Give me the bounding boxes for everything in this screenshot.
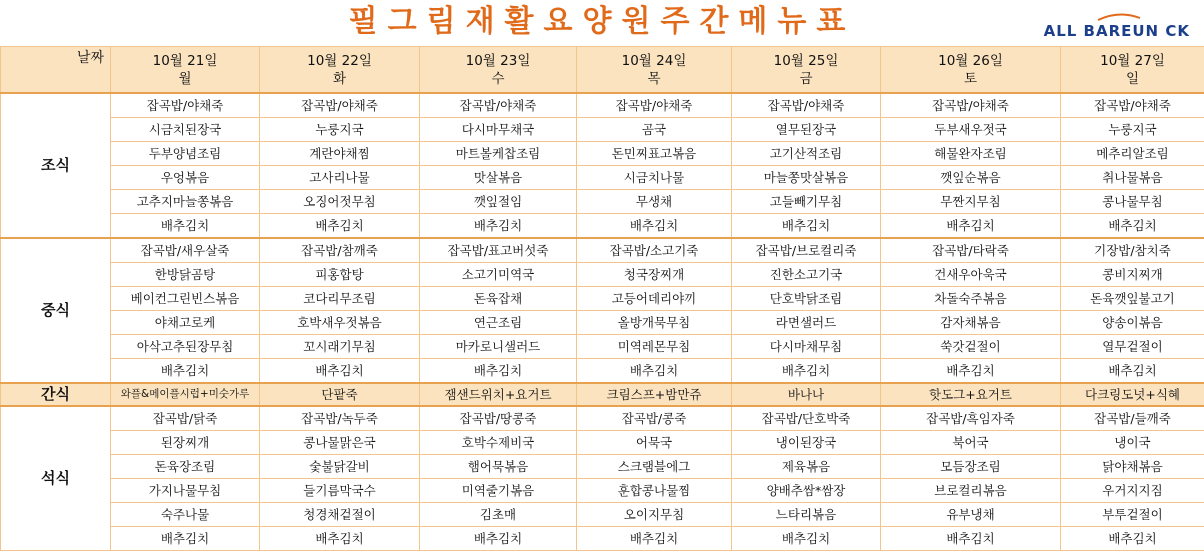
day-weekday: 수 <box>491 70 505 87</box>
menu-item: 잡곡밥/흑임자죽 <box>881 406 1061 431</box>
menu-item: 돈육잡채 <box>420 287 577 311</box>
day-date: 10월 22일 <box>307 52 372 69</box>
dinner-label: 석식 <box>1 406 111 551</box>
date-label: 날짜 <box>1 47 111 94</box>
day-header <box>1061 47 1204 94</box>
menu-item: 메추리알조림 <box>1061 142 1204 166</box>
menu-item: 베이컨그린빈스볶음 <box>111 287 260 311</box>
menu-item: 잡곡밥/야채죽 <box>420 93 577 118</box>
menu-item: 양배추쌈*쌈장 <box>732 479 881 503</box>
menu-item: 열무겉절이 <box>1061 335 1204 359</box>
menu-item: 잡곡밥/타락죽 <box>881 238 1061 263</box>
menu-item: 북어국 <box>881 431 1061 455</box>
menu-item: 잡곡밥/야채죽 <box>577 93 732 118</box>
day-weekday: 토 <box>963 70 978 87</box>
menu-item: 양송이볶음 <box>1061 311 1204 335</box>
logo-text: ALL BAREUN <box>1043 22 1160 40</box>
menu-item: 미역레몬무침 <box>577 335 732 359</box>
menu-item: 모듬장조림 <box>881 455 1061 479</box>
menu-item: 배추김치 <box>577 359 732 384</box>
menu-item: 청경채겉절이 <box>260 503 420 527</box>
menu-item: 배추김치 <box>420 527 577 551</box>
lunch-row <box>1 263 1204 287</box>
menu-item: 시금치된장국 <box>111 118 260 142</box>
menu-item: 연근조림 <box>420 311 577 335</box>
menu-item: 가지나물무침 <box>111 479 260 503</box>
menu-item: 곰국 <box>577 118 732 142</box>
day-date: 10월 26일 <box>938 52 1003 69</box>
menu-item: 우엉볶음 <box>111 166 260 190</box>
menu-item: 단호박닭조림 <box>732 287 881 311</box>
dinner-row <box>1 527 1204 551</box>
lunch-row <box>1 238 1204 263</box>
menu-item: 배추김치 <box>732 214 881 239</box>
menu-item: 들기름막국수 <box>260 479 420 503</box>
day-date: 10월 23일 <box>465 52 531 69</box>
snack-item: 핫도그+요거트 <box>881 383 1061 406</box>
breakfast-row <box>1 190 1204 214</box>
logo-suffix: CK <box>1165 22 1190 40</box>
menu-item: 콩비지찌개 <box>1061 263 1204 287</box>
menu-item: 숯불닭갈비 <box>260 455 420 479</box>
day-header <box>577 47 732 94</box>
breakfast-row <box>1 214 1204 239</box>
menu-item: 오이지무침 <box>577 503 732 527</box>
menu-item: 김초매 <box>420 503 577 527</box>
snack-item: 단팥죽 <box>260 383 420 406</box>
menu-item: 잡곡밥/참깨죽 <box>260 238 420 263</box>
menu-item: 꼬시래기무침 <box>260 335 420 359</box>
menu-item: 깻잎절임 <box>420 190 577 214</box>
menu-item: 잡곡밥/콩죽 <box>577 406 732 431</box>
menu-item: 냉이된장국 <box>732 431 881 455</box>
menu-item: 배추김치 <box>111 527 260 551</box>
snack-item: 다크링도넛+식혜 <box>1061 383 1204 406</box>
menu-item: 코다리무조림 <box>260 287 420 311</box>
menu-item: 호박새우젓볶음 <box>260 311 420 335</box>
menu-item: 피홍합탕 <box>260 263 420 287</box>
header-row <box>1 47 1204 94</box>
menu-item: 배추김치 <box>1061 527 1204 551</box>
menu-item: 배추김치 <box>1061 214 1204 239</box>
day-header <box>111 47 260 94</box>
menu-item: 느타리볶음 <box>732 503 881 527</box>
menu-item: 숙주나물 <box>111 503 260 527</box>
menu-item: 배추김치 <box>881 527 1061 551</box>
menu-item: 된장찌개 <box>111 431 260 455</box>
menu-item: 배추김치 <box>260 359 420 384</box>
menu-item: 누룽지국 <box>1061 118 1204 142</box>
day-weekday: 일 <box>1125 70 1140 87</box>
snack-label: 간식 <box>1 383 111 406</box>
menu-item: 계란야채찜 <box>260 142 420 166</box>
menu-item: 고기산적조림 <box>732 142 881 166</box>
menu-item: 잡곡밥/야채죽 <box>111 93 260 118</box>
menu-item: 고들빼기무침 <box>732 190 881 214</box>
day-weekday: 목 <box>647 70 661 87</box>
menu-item: 잡곡밥/땅콩죽 <box>420 406 577 431</box>
breakfast-row <box>1 118 1204 142</box>
menu-item: 돈육장조림 <box>111 455 260 479</box>
menu-item: 소고기미역국 <box>420 263 577 287</box>
menu-item: 맛살볶음 <box>420 166 577 190</box>
menu-item: 스크램블에그 <box>577 455 732 479</box>
menu-item: 콩나물맑은국 <box>260 431 420 455</box>
menu-item: 잡곡밥/새우살죽 <box>111 238 260 263</box>
menu-item: 다시마무채국 <box>420 118 577 142</box>
menu-item: 고등어데리야끼 <box>577 287 732 311</box>
day-weekday: 월 <box>178 70 192 87</box>
menu-item: 아삭고추된장무침 <box>111 335 260 359</box>
menu-item: 다시마채무침 <box>732 335 881 359</box>
menu-item: 냉이국 <box>1061 431 1204 455</box>
dinner-row <box>1 479 1204 503</box>
logo-swoosh-icon <box>1096 12 1142 22</box>
menu-item: 잡곡밥/야채죽 <box>260 93 420 118</box>
menu-item: 돈육깻잎불고기 <box>1061 287 1204 311</box>
menu-item: 배추김치 <box>111 214 260 239</box>
breakfast-row <box>1 166 1204 190</box>
lunch-row <box>1 335 1204 359</box>
lunch-row <box>1 311 1204 335</box>
lunch-row <box>1 287 1204 311</box>
day-date: 10월 24일 <box>621 52 687 69</box>
menu-item: 배추김치 <box>732 359 881 384</box>
brand-logo <box>1044 22 1190 40</box>
menu-item: 두부양념조림 <box>111 142 260 166</box>
menu-item: 해물완자조림 <box>881 142 1061 166</box>
menu-item: 배추김치 <box>420 214 577 239</box>
dinner-row <box>1 455 1204 479</box>
menu-item: 쑥갓겉절이 <box>881 335 1061 359</box>
dinner-row <box>1 431 1204 455</box>
weekly-menu-table <box>0 46 1204 551</box>
day-date: 10월 25일 <box>773 52 839 69</box>
menu-item: 훈합콩나물찜 <box>577 479 732 503</box>
menu-item: 열무된장국 <box>732 118 881 142</box>
menu-item: 라면샐러드 <box>732 311 881 335</box>
menu-item: 고추지마늘쫑볶음 <box>111 190 260 214</box>
menu-item: 잡곡밥/야채죽 <box>881 93 1061 118</box>
menu-item: 마카로니샐러드 <box>420 335 577 359</box>
menu-item: 잡곡밥/야채죽 <box>732 93 881 118</box>
menu-item: 우거지지짐 <box>1061 479 1204 503</box>
menu-item: 오징어젓무침 <box>260 190 420 214</box>
day-weekday: 화 <box>332 70 347 87</box>
lunch-label: 중식 <box>1 238 111 383</box>
menu-item: 미역줄기볶음 <box>420 479 577 503</box>
menu-item: 청국장찌개 <box>577 263 732 287</box>
menu-item: 한방닭곰탕 <box>111 263 260 287</box>
menu-item: 부투겉절이 <box>1061 503 1204 527</box>
menu-item: 마늘쫑맛살볶음 <box>732 166 881 190</box>
day-header <box>420 47 577 94</box>
menu-item: 잡곡밥/표고버섯죽 <box>420 238 577 263</box>
menu-item: 누룽지국 <box>260 118 420 142</box>
menu-item: 닭야채볶음 <box>1061 455 1204 479</box>
menu-item: 잡곡밥/들깨죽 <box>1061 406 1204 431</box>
breakfast-row <box>1 142 1204 166</box>
breakfast-label: 조식 <box>1 93 111 238</box>
menu-item: 진한소고기국 <box>732 263 881 287</box>
snack-item: 와플&메이플시럽+미숫가루 <box>111 383 260 406</box>
menu-item: 브로컬리볶음 <box>881 479 1061 503</box>
menu-item: 어묵국 <box>577 431 732 455</box>
menu-item: 잡곡밥/소고기죽 <box>577 238 732 263</box>
menu-item: 야채고로케 <box>111 311 260 335</box>
dinner-row <box>1 503 1204 527</box>
menu-item: 잡곡밥/녹두죽 <box>260 406 420 431</box>
day-header <box>732 47 881 94</box>
lunch-row <box>1 359 1204 384</box>
menu-item: 기장밥/참치죽 <box>1061 238 1204 263</box>
menu-item: 배추김치 <box>260 214 420 239</box>
menu-item: 유부냉채 <box>881 503 1061 527</box>
breakfast-row <box>1 93 1204 118</box>
snack-item: 잼샌드위치+요거트 <box>420 383 577 406</box>
menu-item: 햄어묵볶음 <box>420 455 577 479</box>
menu-item: 무생채 <box>577 190 732 214</box>
menu-item: 배추김치 <box>111 359 260 384</box>
menu-item: 배추김치 <box>881 214 1061 239</box>
menu-item: 잡곡밥/브로컬리죽 <box>732 238 881 263</box>
menu-item: 시금치나물 <box>577 166 732 190</box>
menu-item: 올방개묵무침 <box>577 311 732 335</box>
menu-item: 배추김치 <box>260 527 420 551</box>
day-date: 10월 27일 <box>1100 52 1165 69</box>
menu-item: 배추김치 <box>577 527 732 551</box>
menu-item: 배추김치 <box>420 359 577 384</box>
menu-item: 취나물볶음 <box>1061 166 1204 190</box>
menu-item: 제육볶음 <box>732 455 881 479</box>
menu-item: 호박수제비국 <box>420 431 577 455</box>
menu-item: 배추김치 <box>881 359 1061 384</box>
snack-row <box>1 383 1204 406</box>
menu-item: 돈민찌표고볶음 <box>577 142 732 166</box>
menu-item: 배추김치 <box>732 527 881 551</box>
menu-item: 마트볼케찹조림 <box>420 142 577 166</box>
menu-item: 잡곡밥/단호박죽 <box>732 406 881 431</box>
menu-item: 잡곡밥/야채죽 <box>1061 93 1204 118</box>
menu-item: 무짠지무침 <box>881 190 1061 214</box>
menu-item: 고사리나물 <box>260 166 420 190</box>
menu-item: 배추김치 <box>577 214 732 239</box>
menu-item: 두부새우젓국 <box>881 118 1061 142</box>
day-weekday: 금 <box>799 70 813 87</box>
day-header <box>260 47 420 94</box>
day-date: 10월 21일 <box>152 52 218 69</box>
menu-item: 배추김치 <box>1061 359 1204 384</box>
dinner-row <box>1 406 1204 431</box>
snack-item: 크림스프+밤만쥬 <box>577 383 732 406</box>
menu-item: 차돌숙주볶음 <box>881 287 1061 311</box>
page-title: 필그림재활요양원주간메뉴표 <box>348 4 856 39</box>
menu-item: 콩나물무침 <box>1061 190 1204 214</box>
snack-item: 바나나 <box>732 383 881 406</box>
menu-item: 감자채볶음 <box>881 311 1061 335</box>
menu-item: 잡곡밥/닭죽 <box>111 406 260 431</box>
day-header <box>881 47 1061 94</box>
menu-item: 깻잎순볶음 <box>881 166 1061 190</box>
menu-item: 건새우아욱국 <box>881 263 1061 287</box>
